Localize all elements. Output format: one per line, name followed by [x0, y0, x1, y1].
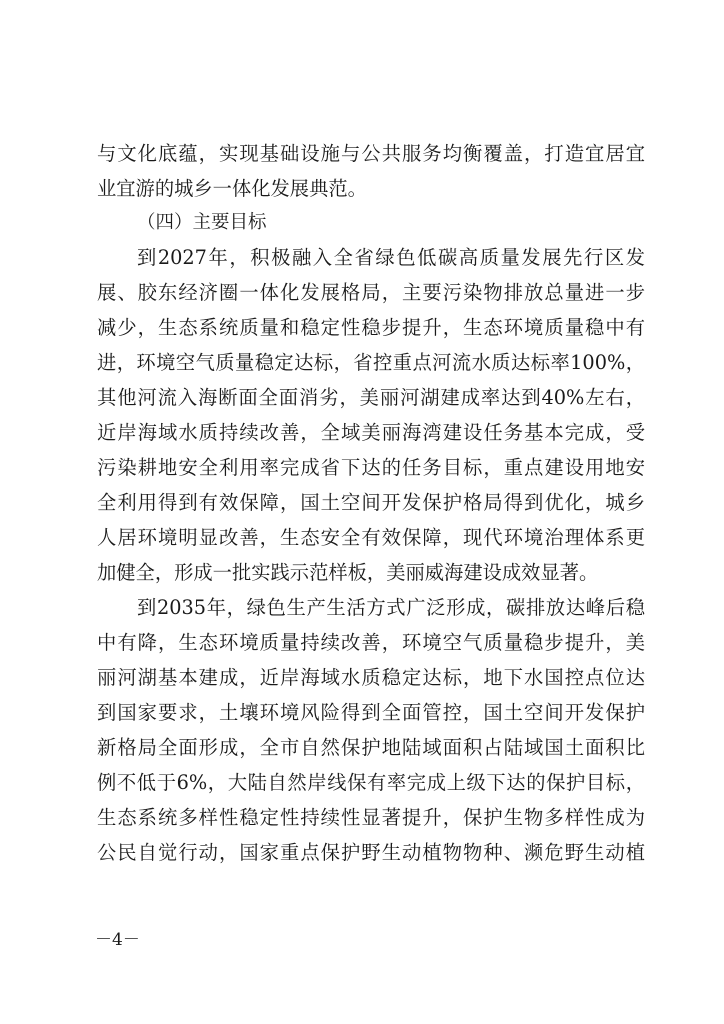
paragraph-line: 与文化底蕴，实现基础设施与公共服务均衡覆盖，打造宜居宜 — [97, 142, 645, 165]
paragraph-line: 公民自觉行动，国家重点保护野生动植物物种、濒危野生动植 — [97, 841, 645, 864]
section-heading: （四）主要目标 — [137, 212, 267, 233]
paragraph-line: 减少，生态系统质量和稳定性稳步提升，生态环境质量稳中有 — [97, 316, 645, 339]
paragraph-line: 例不低于6%，大陆自然岸线保有率完成上级下达的保护目标， — [97, 771, 645, 794]
paragraph-line: 近岸海域水质持续改善，全域美丽海湾建设任务基本完成，受 — [97, 421, 645, 444]
paragraph-line: 污染耕地安全利用率完成省下达的任务目标，重点建设用地安 — [97, 456, 645, 479]
paragraph-line: 到2035年，绿色生产生活方式广泛形成，碳排放达峰后稳 — [137, 596, 645, 619]
paragraph-line: 生态系统多样性稳定性持续性显著提升，保护生物多样性成为 — [97, 806, 645, 829]
paragraph-line: 展、胶东经济圈一体化发展格局，主要污染物排放总量进一步 — [97, 281, 645, 304]
paragraph-line: 业宜游的城乡一体化发展典范。 — [97, 177, 367, 200]
paragraph-line: 全利用得到有效保障，国土空间开发保护格局得到优化，城乡 — [97, 491, 645, 514]
paragraph-line: 中有降，生态环境质量持续改善，环境空气质量稳步提升，美 — [97, 631, 645, 654]
paragraph-line: 人居环境明显改善，生态安全有效保障，现代环境治理体系更 — [97, 526, 645, 549]
paragraph-line: 丽河湖基本建成，近岸海域水质稳定达标，地下水国控点位达 — [97, 666, 645, 689]
paragraph-line: 到国家要求，土壤环境风险得到全面管控，国土空间开发保护 — [97, 701, 645, 724]
page-number: －4－ — [95, 930, 140, 950]
paragraph-line: 加健全，形成一批实践示范样板，美丽威海建设成效显著。 — [97, 561, 599, 584]
paragraph-line: 新格局全面形成，全市自然保护地陆域面积占陆域国土面积比 — [97, 736, 645, 759]
paragraph-line: 进，环境空气质量稳定达标，省控重点河流水质达标率100%， — [97, 351, 645, 374]
paragraph-line: 到2027年，积极融入全省绿色低碳高质量发展先行区发 — [137, 246, 645, 269]
paragraph-line: 其他河流入海断面全面消劣，美丽河湖建成率达到40%左右， — [97, 386, 645, 409]
